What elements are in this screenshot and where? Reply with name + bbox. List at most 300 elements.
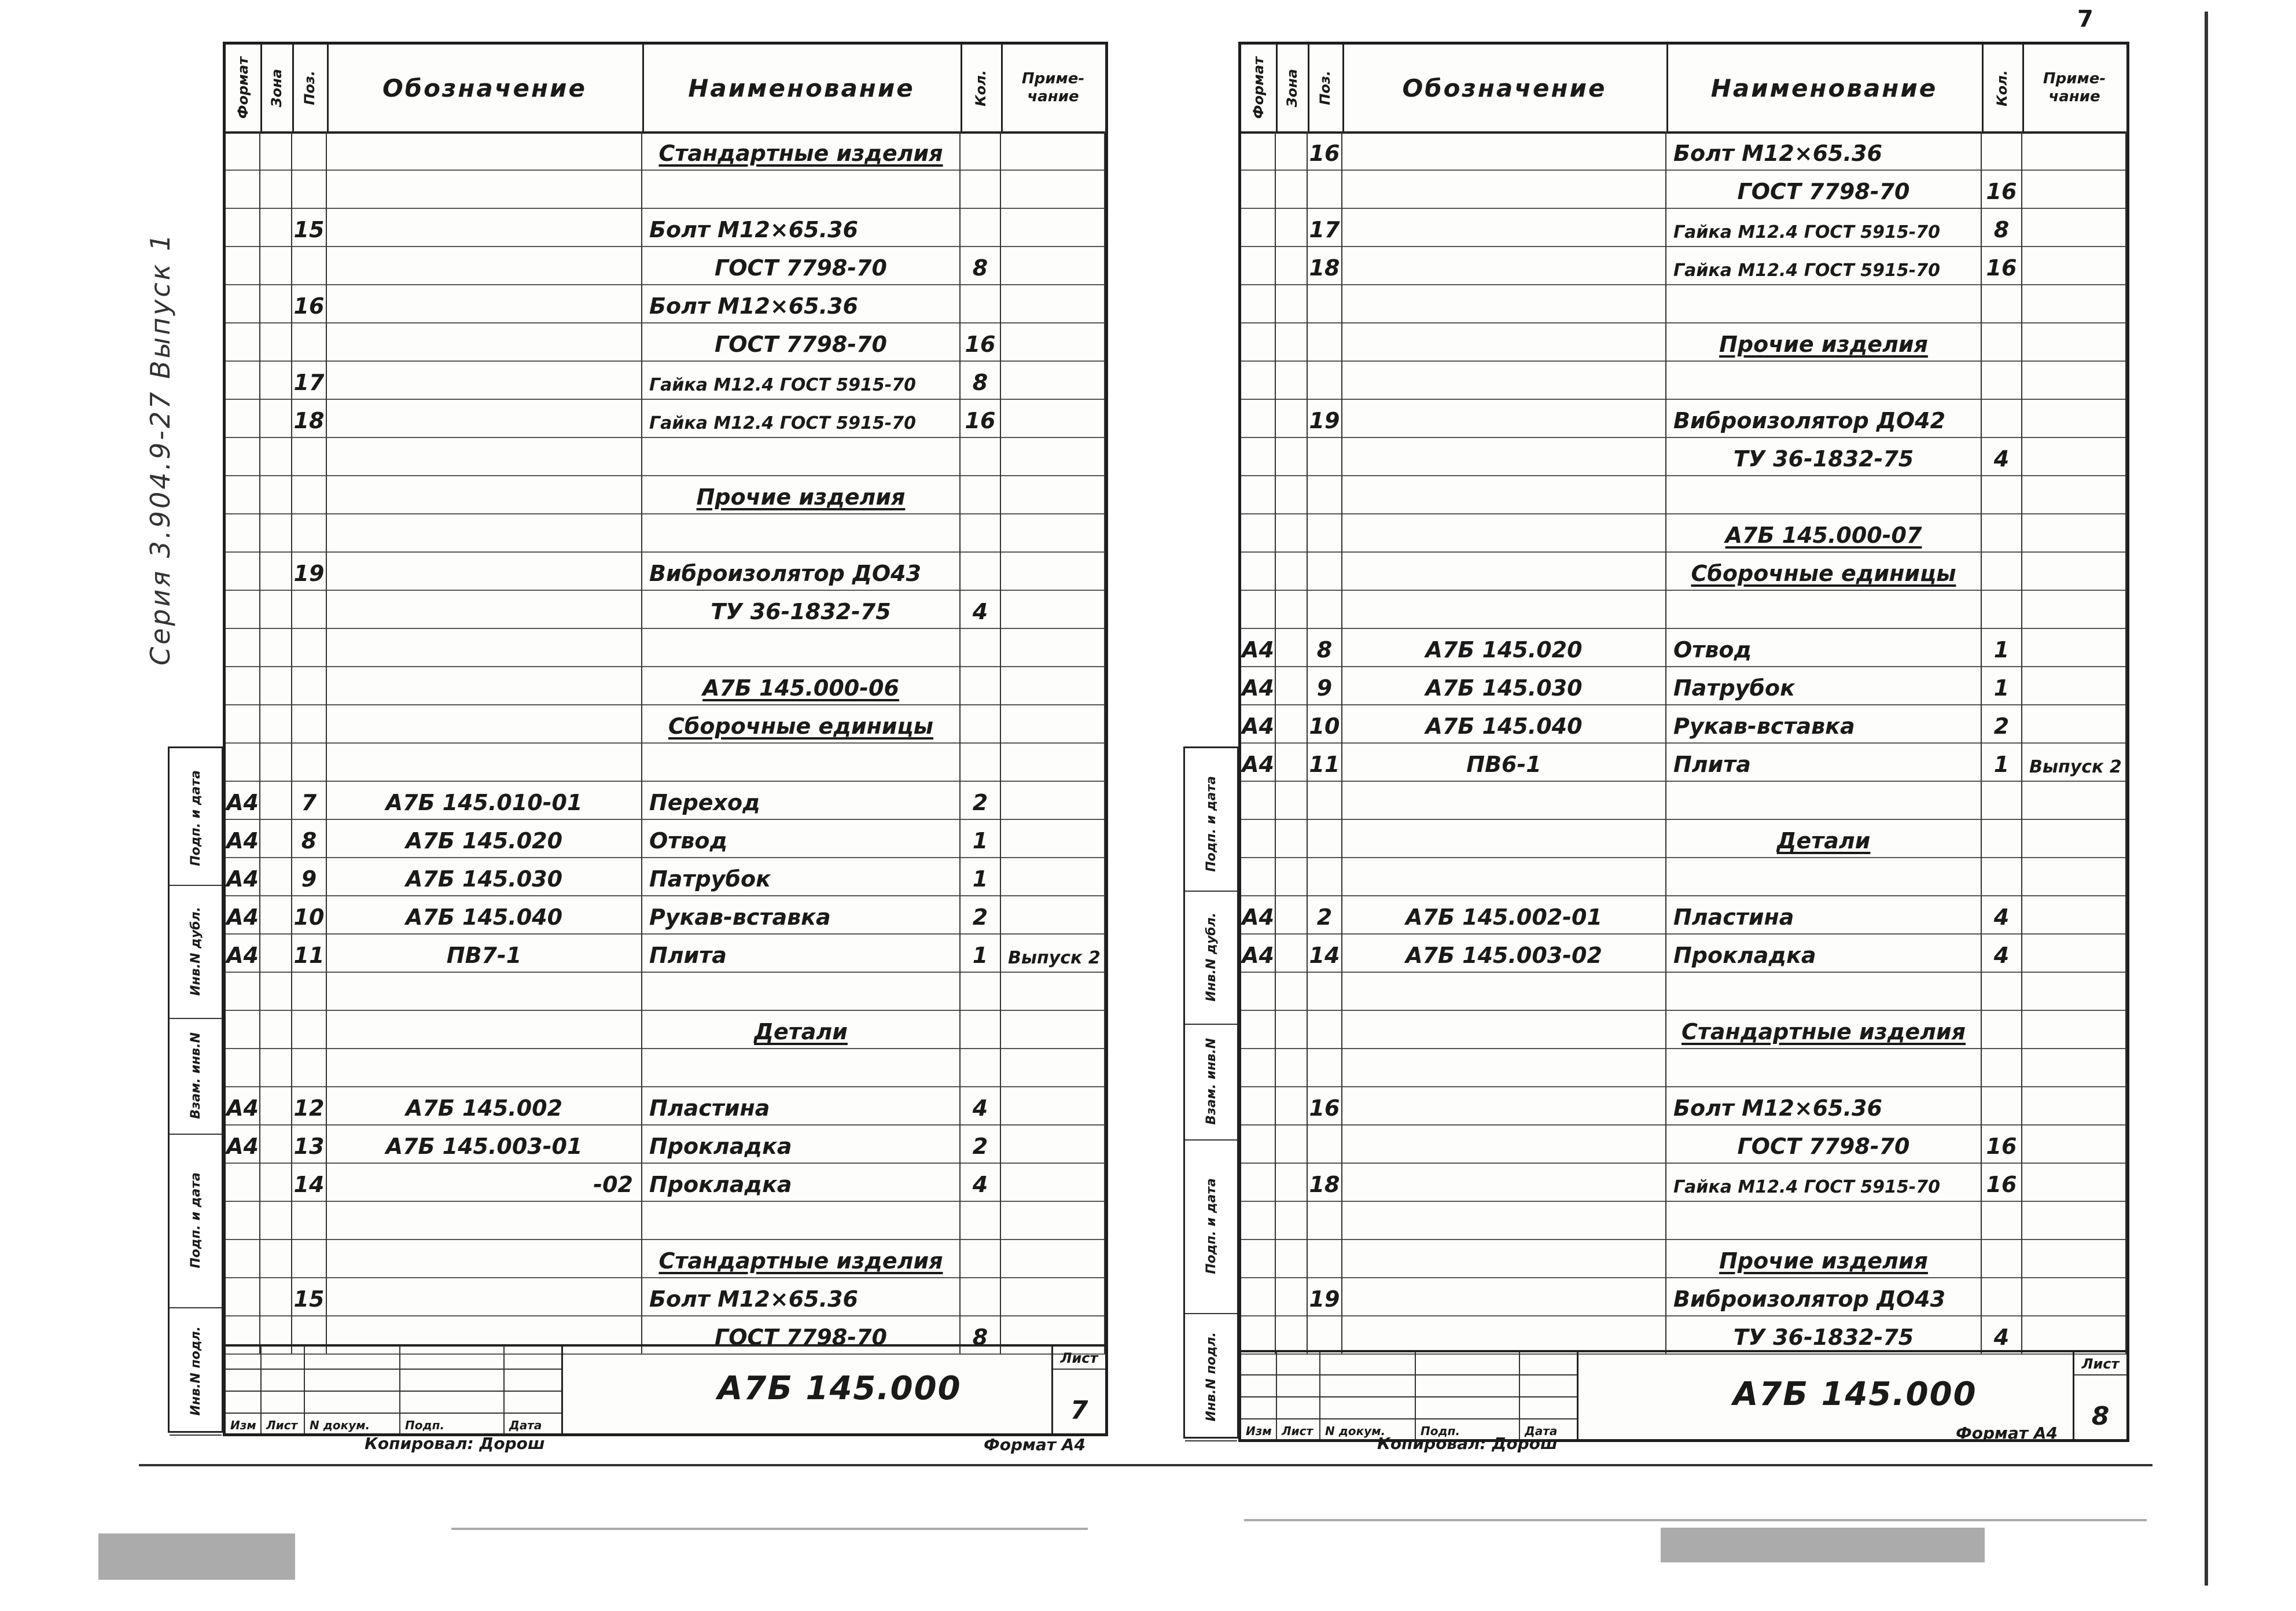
column-header-fmt <box>226 45 262 134</box>
table-row <box>1241 513 2126 553</box>
cell-note <box>1001 628 1105 666</box>
cell-des <box>1342 361 1666 399</box>
cell-note <box>2022 208 2126 246</box>
cell-fmt: А4 <box>226 895 260 933</box>
cell-zone <box>1276 933 1308 972</box>
cell-name: Гайка М12.4 ГОСТ 5915-70 <box>1666 208 1982 246</box>
cell-note <box>1001 361 1105 399</box>
cell-name: Прочие изделия <box>1666 322 1982 361</box>
cell-name: Отвод <box>642 819 961 857</box>
cell-qty: 1 <box>1982 666 2022 704</box>
title-block-label: Подп. <box>1421 1424 1460 1438</box>
cell-fmt <box>1241 1010 1276 1048</box>
cell-fmt: А4 <box>226 781 260 819</box>
cell-fmt <box>226 1048 260 1086</box>
cell-pos: 8 <box>1308 628 1342 666</box>
grid-line <box>1276 1352 1277 1439</box>
cell-qty <box>1982 1010 2022 1048</box>
cell-fmt: А4 <box>1241 666 1276 704</box>
cell-qty <box>1982 551 2022 590</box>
table-row <box>1241 475 2126 514</box>
cell-pos: 12 <box>292 1086 327 1124</box>
cell-fmt <box>1241 972 1276 1010</box>
table-row <box>226 819 1105 858</box>
table-row <box>226 1086 1105 1126</box>
cell-note <box>1001 781 1105 819</box>
stamp-cell <box>170 1307 222 1436</box>
cell-qty: 8 <box>961 246 1001 284</box>
cell-pos <box>1308 1010 1342 1048</box>
cell-des <box>1342 1239 1666 1277</box>
cell-des: А7Б 145.020 <box>1342 628 1666 666</box>
cell-fmt <box>226 437 260 475</box>
cell-zone <box>260 513 292 551</box>
cell-pos: 15 <box>292 1277 327 1315</box>
cell-des <box>327 551 642 590</box>
column-header-name <box>1666 45 1984 134</box>
cell-pos: 18 <box>1308 1163 1342 1201</box>
sheet-number: 7 <box>1070 1396 1088 1425</box>
cell-des <box>1342 590 1666 628</box>
cell-note <box>2022 666 2126 704</box>
column-header-label: Кол. <box>973 69 989 106</box>
cell-pos <box>1308 1124 1342 1163</box>
title-block-label: Изм <box>1246 1424 1272 1438</box>
sheet-number-box <box>1051 1347 1105 1433</box>
cell-qty: 4 <box>961 1163 1001 1201</box>
cell-pos <box>1308 1315 1342 1353</box>
cell-name <box>1666 361 1982 399</box>
cell-name: Пластина <box>1666 895 1982 933</box>
cell-zone <box>260 972 292 1010</box>
cell-zone <box>260 1201 292 1239</box>
cell-qty <box>961 1048 1001 1086</box>
cell-pos: 9 <box>1308 666 1342 704</box>
cell-des <box>1342 246 1666 284</box>
cell-des: А7Б 145.040 <box>1342 704 1666 742</box>
side-stamp-right <box>1183 746 1239 1439</box>
cell-qty <box>1982 322 2022 361</box>
cell-qty <box>961 437 1001 475</box>
cell-des <box>1342 1010 1666 1048</box>
table-row <box>226 857 1105 896</box>
cell-name: Рукав-вставка <box>642 895 961 933</box>
cell-name: Болт М12×65.36 <box>642 208 961 246</box>
cell-name: Виброизолятор ДО43 <box>1666 1277 1982 1315</box>
cell-pos <box>1308 857 1342 895</box>
cell-zone <box>260 284 292 322</box>
cell-pos: 16 <box>292 284 327 322</box>
cell-fmt <box>1241 399 1276 437</box>
cell-qty <box>961 170 1001 208</box>
cell-name <box>1666 781 1982 819</box>
table-row <box>226 781 1105 820</box>
cell-des: А7Б 145.040 <box>327 895 642 933</box>
title-block-label: Подп. <box>405 1418 445 1432</box>
cell-note <box>1001 1201 1105 1239</box>
table-row <box>226 895 1105 935</box>
cell-qty <box>961 666 1001 704</box>
cell-qty <box>961 704 1001 742</box>
column-header-label: Формат <box>1250 57 1267 119</box>
cell-qty: 1 <box>1982 742 2022 781</box>
table-row <box>1241 857 2126 896</box>
table-row <box>226 513 1105 553</box>
table-row <box>226 704 1105 744</box>
cell-des <box>1342 1086 1666 1124</box>
cell-note <box>1001 1124 1105 1163</box>
cell-fmt: А4 <box>1241 933 1276 972</box>
table-row <box>1241 590 2126 629</box>
cell-note <box>2022 131 2126 170</box>
cell-des <box>1342 208 1666 246</box>
cell-zone <box>1276 704 1308 742</box>
table-row <box>1241 1010 2126 1049</box>
cell-fmt <box>226 704 260 742</box>
cell-qty <box>961 628 1001 666</box>
cell-zone <box>1276 590 1308 628</box>
cell-zone <box>260 551 292 590</box>
cell-des <box>1342 322 1666 361</box>
cell-des <box>327 208 642 246</box>
cell-note <box>1001 1010 1105 1048</box>
stamp-label: Инв.N подл. <box>188 1326 203 1416</box>
cell-pos: 8 <box>292 819 327 857</box>
cell-note <box>1001 399 1105 437</box>
cell-pos <box>292 1010 327 1048</box>
grid-line <box>226 1391 561 1392</box>
cell-qty <box>961 475 1001 513</box>
cell-fmt <box>1241 1315 1276 1353</box>
cell-fmt <box>1241 1086 1276 1124</box>
title-block-label: N докум. <box>310 1418 370 1432</box>
cell-zone <box>1276 1048 1308 1086</box>
cell-fmt <box>1241 590 1276 628</box>
cell-zone <box>260 131 292 170</box>
cell-note <box>2022 475 2126 513</box>
cell-name: ГОСТ 7798-70 <box>642 1315 961 1353</box>
cell-fmt <box>226 628 260 666</box>
table-row <box>1241 704 2126 744</box>
cell-note <box>1001 131 1105 170</box>
cell-pos <box>292 437 327 475</box>
column-header-label: Приме-чание <box>2043 69 2106 105</box>
cell-pos: 18 <box>1308 246 1342 284</box>
stamp-label: Подп. и дата <box>188 1172 203 1268</box>
cell-qty <box>961 284 1001 322</box>
cell-qty: 4 <box>1982 437 2022 475</box>
cell-des <box>1342 1048 1666 1086</box>
table-row <box>1241 1086 2126 1126</box>
cell-pos: 19 <box>292 551 327 590</box>
cell-name: Пластина <box>642 1086 961 1124</box>
cell-qty: 16 <box>1982 246 2022 284</box>
cell-note <box>2022 1315 2126 1353</box>
cell-pos: 17 <box>292 361 327 399</box>
outer-frame-right <box>2205 12 2208 1586</box>
grid-line <box>1415 1352 1416 1439</box>
cell-qty: 8 <box>1982 208 2022 246</box>
column-header-label: Наименование <box>688 73 915 102</box>
cell-name <box>1666 1048 1982 1086</box>
document-code: А7Б 145.000 <box>718 1370 962 1407</box>
cell-qty <box>961 1201 1001 1239</box>
table-row <box>226 666 1105 705</box>
cell-qty: 2 <box>1982 704 2022 742</box>
stamp-cell <box>170 1018 222 1135</box>
table-row <box>226 437 1105 476</box>
cell-des <box>327 628 642 666</box>
cell-zone <box>1276 437 1308 475</box>
cell-pos <box>1308 1201 1342 1239</box>
cell-pos: 13 <box>292 1124 327 1163</box>
cell-note <box>2022 361 2126 399</box>
cell-des: А7Б 145.030 <box>1342 666 1666 704</box>
cell-fmt <box>226 170 260 208</box>
cell-zone <box>1276 1010 1308 1048</box>
stamp-cell <box>170 885 222 1019</box>
cell-name: Прочие изделия <box>642 475 961 513</box>
cell-name: ТУ 36-1832-75 <box>1666 1315 1982 1353</box>
table-row <box>1241 551 2126 591</box>
table-row <box>226 246 1105 285</box>
cell-note <box>2022 1048 2126 1086</box>
table-row <box>226 590 1105 629</box>
cell-zone <box>260 819 292 857</box>
cell-name <box>1666 1201 1982 1239</box>
cell-qty: 16 <box>961 322 1001 361</box>
cell-pos <box>1308 322 1342 361</box>
spec-sheet-right <box>1238 42 2129 1442</box>
title-block-label: Изм <box>230 1418 256 1432</box>
cell-qty <box>1982 781 2022 819</box>
cell-zone <box>260 781 292 819</box>
stamp-label: Подп. и дата <box>1204 776 1219 872</box>
cell-des: А7Б 145.003-01 <box>327 1124 642 1163</box>
grid-line <box>399 1347 400 1433</box>
cell-pos <box>292 513 327 551</box>
cell-name: Прочие изделия <box>1666 1239 1982 1277</box>
cell-name: ГОСТ 7798-70 <box>1666 170 1982 208</box>
table-row <box>1241 742 2126 782</box>
cell-des <box>327 131 642 170</box>
cell-zone <box>260 666 292 704</box>
cell-des <box>327 475 642 513</box>
cell-fmt <box>226 475 260 513</box>
table-row <box>1241 208 2126 247</box>
cell-des: А7Б 145.010-01 <box>327 781 642 819</box>
grid-line <box>503 1347 505 1433</box>
cell-fmt <box>226 1239 260 1277</box>
cell-qty <box>1982 1239 2022 1277</box>
table-row <box>226 1201 1105 1240</box>
cell-pos <box>292 628 327 666</box>
cell-des <box>327 972 642 1010</box>
table-row <box>226 1010 1105 1049</box>
table-row <box>1241 399 2126 438</box>
cell-fmt <box>226 666 260 704</box>
cell-qty <box>1982 361 2022 399</box>
cell-fmt <box>1241 513 1276 551</box>
cell-zone <box>260 170 292 208</box>
cell-qty <box>1982 590 2022 628</box>
table-row <box>1241 628 2126 667</box>
cell-fmt: А4 <box>1241 742 1276 781</box>
cell-qty <box>961 208 1001 246</box>
cell-note <box>2022 972 2126 1010</box>
grid-line <box>1319 1352 1320 1439</box>
stamp-label: Взам. инв.N <box>188 1032 203 1119</box>
table-row <box>1241 1201 2126 1240</box>
table-row <box>226 208 1105 247</box>
cell-des <box>327 1201 642 1239</box>
cell-name <box>642 628 961 666</box>
table-row <box>226 933 1105 973</box>
cell-zone <box>1276 131 1308 170</box>
cell-qty <box>1982 1277 2022 1315</box>
cell-name: Плита <box>642 933 961 972</box>
column-header-label: Зона <box>1283 68 1300 108</box>
cell-pos <box>1308 170 1342 208</box>
cell-fmt <box>1241 551 1276 590</box>
cell-note <box>2022 590 2126 628</box>
cell-note <box>1001 590 1105 628</box>
cell-pos <box>1308 1048 1342 1086</box>
cell-note <box>1001 322 1105 361</box>
cell-qty <box>961 513 1001 551</box>
cell-fmt <box>1241 208 1276 246</box>
cell-name: Патрубок <box>1666 666 1982 704</box>
cell-pos <box>292 666 327 704</box>
cell-name <box>642 972 961 1010</box>
table-row <box>1241 1315 2126 1355</box>
cell-pos <box>1308 1239 1342 1277</box>
grid-line <box>304 1347 305 1433</box>
sheet-number-box <box>2073 1352 2126 1439</box>
table-row <box>1241 361 2126 400</box>
page-number: 7 <box>2077 6 2093 32</box>
cell-qty <box>1982 131 2022 170</box>
cell-pos <box>292 972 327 1010</box>
cell-zone <box>260 704 292 742</box>
cell-note <box>1001 437 1105 475</box>
cell-name: А7Б 145.000-07 <box>1666 513 1982 551</box>
cell-fmt <box>226 208 260 246</box>
cell-zone <box>1276 170 1308 208</box>
cell-zone <box>1276 399 1308 437</box>
table-row <box>226 322 1105 362</box>
cell-des <box>1342 1163 1666 1201</box>
cell-qty: 1 <box>961 819 1001 857</box>
cell-des: А7Б 145.030 <box>327 857 642 895</box>
cell-fmt <box>1241 475 1276 513</box>
table-row <box>1241 895 2126 935</box>
cell-note: Выпуск 2 <box>1001 933 1105 972</box>
cell-pos <box>292 475 327 513</box>
title-block-label: Лист <box>1282 1424 1313 1438</box>
cell-note <box>2022 857 2126 895</box>
table-row <box>226 131 1105 171</box>
cell-des <box>1342 131 1666 170</box>
title-block-label: Лист <box>266 1418 298 1432</box>
stamp-label: Инв.N дубл. <box>188 907 203 996</box>
cell-fmt <box>1241 1048 1276 1086</box>
cell-qty <box>1982 857 2022 895</box>
cell-qty: 2 <box>961 781 1001 819</box>
cell-fmt <box>1241 437 1276 475</box>
table-row <box>1241 322 2126 362</box>
cell-des: -02 <box>327 1163 642 1201</box>
cell-qty: 1 <box>961 857 1001 895</box>
cell-zone <box>1276 208 1308 246</box>
cell-des <box>1342 170 1666 208</box>
cell-des <box>1342 1315 1666 1353</box>
cell-zone <box>260 1048 292 1086</box>
cell-pos: 2 <box>1308 895 1342 933</box>
cell-note <box>2022 322 2126 361</box>
grid-line <box>1241 1418 1577 1419</box>
stamp-cell <box>1185 1313 1237 1441</box>
cell-qty: 4 <box>961 1086 1001 1124</box>
cell-qty <box>961 1239 1001 1277</box>
cell-zone <box>1276 361 1308 399</box>
cell-note <box>2022 1163 2126 1201</box>
stamp-cell <box>170 1134 222 1308</box>
cell-qty: 16 <box>1982 1124 2022 1163</box>
cell-zone <box>1276 551 1308 590</box>
cell-des <box>327 437 642 475</box>
table-row <box>1241 131 2126 171</box>
cell-name: Стандартные изделия <box>642 131 961 170</box>
cell-zone <box>1276 475 1308 513</box>
cell-qty <box>1982 819 2022 857</box>
column-header-fmt <box>1241 45 1278 134</box>
cell-note <box>2022 246 2126 284</box>
cell-name: Болт М12×65.36 <box>1666 131 1982 170</box>
table-row <box>226 742 1105 782</box>
cell-qty: 1 <box>1982 628 2022 666</box>
cell-fmt <box>1241 322 1276 361</box>
cell-pos <box>292 170 327 208</box>
cell-name: Детали <box>642 1010 961 1048</box>
cell-zone <box>1276 1277 1308 1315</box>
cell-name: Детали <box>1666 819 1982 857</box>
document-code: А7Б 145.000 <box>1733 1375 1977 1413</box>
cell-des <box>1342 1201 1666 1239</box>
cell-fmt <box>1241 361 1276 399</box>
cell-name: Прокладка <box>1666 933 1982 972</box>
cell-qty: 1 <box>961 933 1001 972</box>
grid-line <box>260 1347 262 1433</box>
title-block-label: N докум. <box>1325 1424 1386 1438</box>
cell-note <box>2022 1239 2126 1277</box>
cell-qty: 16 <box>961 399 1001 437</box>
cell-name <box>1666 972 1982 1010</box>
cell-fmt <box>226 399 260 437</box>
grid-line <box>226 1369 561 1370</box>
cell-fmt: А4 <box>226 933 260 972</box>
cell-des: А7Б 145.020 <box>327 819 642 857</box>
cell-qty <box>1982 972 2022 1010</box>
table-row <box>1241 1124 2126 1164</box>
cell-qty <box>961 131 1001 170</box>
table-row <box>226 1124 1105 1164</box>
cell-qty <box>1982 513 2022 551</box>
cell-fmt <box>226 131 260 170</box>
cell-des <box>1342 1277 1666 1315</box>
cell-zone <box>260 1163 292 1201</box>
cell-pos: 16 <box>1308 1086 1342 1124</box>
